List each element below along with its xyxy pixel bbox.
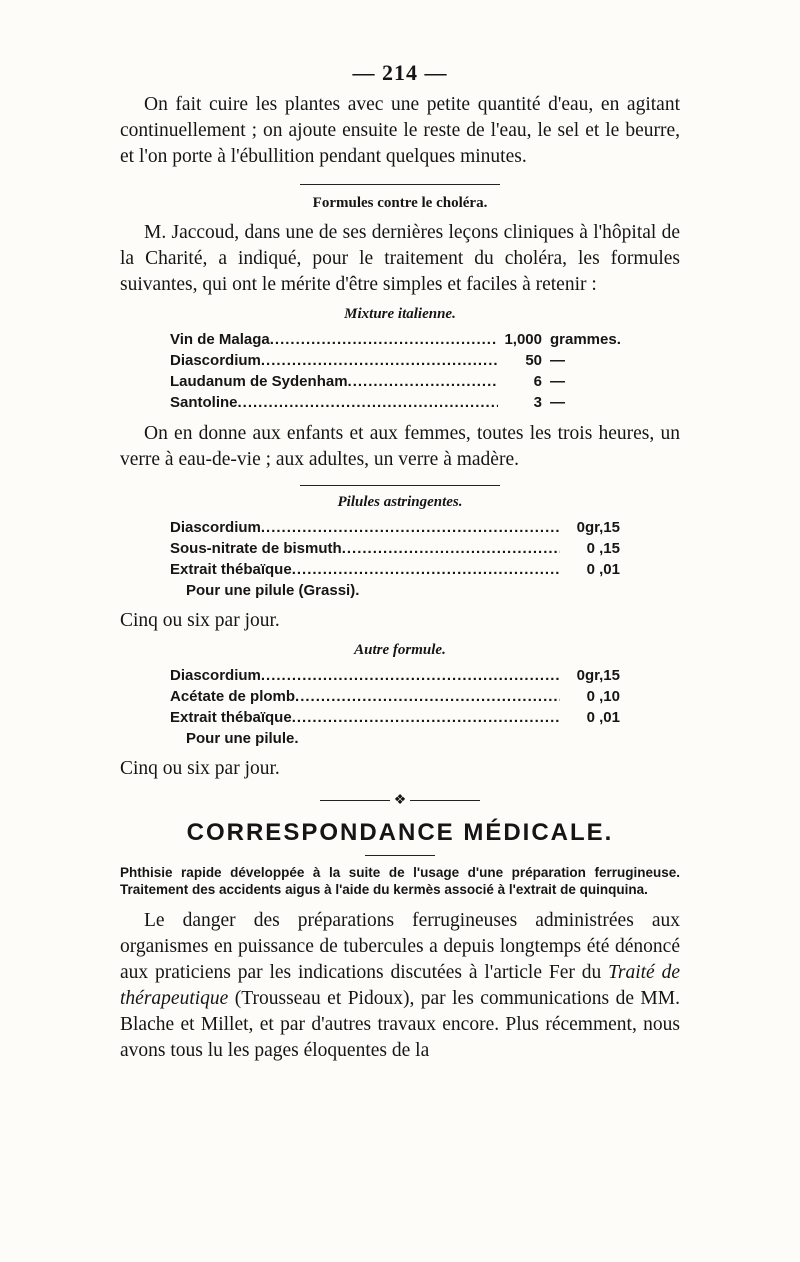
ingredient-qty: 0 ,15	[586, 540, 620, 557]
recipe-row	[170, 686, 620, 707]
ingredient-name: Extrait thébaïque	[170, 709, 292, 726]
mixture-title: Mixture italienne.	[344, 306, 456, 322]
ingredient-qty: 3	[533, 394, 542, 411]
ingredient-unit: grammes.	[550, 331, 621, 348]
ingredient-unit: —	[550, 373, 565, 390]
article-text-continued: (Trousseau et Pidoux), par les communications de MM. Blache et Millet, et par d'autres travaux encore. Plus récemment, nous avons tous lu les pages éloquentes de la	[120, 988, 680, 1061]
pills-note: Pour une pilule (Grassi).	[186, 582, 360, 599]
pills-dosage: Cinq ou six par jour.	[120, 610, 280, 631]
page-number: — 214 —	[352, 60, 448, 85]
article-text: Le danger des préparations ferrugineuses administrées aux organismes en puissance de tubercules a depuis longtemps été dénoncé aux praticiens par les indications discutées à l'article Fer du	[120, 910, 680, 983]
section-title: Formules contre le choléra.	[312, 195, 488, 211]
section-divider	[300, 184, 500, 185]
ingredient-name: Sous-nitrate de bismuth	[170, 540, 342, 557]
ingredient-qty: 0 ,10	[586, 688, 620, 705]
recipe-row	[170, 707, 620, 728]
ingredient-name: Diascordium	[170, 519, 261, 536]
ingredient-name: Santoline	[170, 394, 238, 411]
ingredient-qty: 0 ,01	[586, 561, 620, 578]
other-formula-recipe	[170, 665, 620, 728]
ingredient-qty: 6	[533, 373, 542, 390]
ingredient-name: Acétate de plomb	[170, 688, 296, 705]
ingredient-name: Diascordium	[170, 667, 261, 684]
recipe-row	[170, 392, 620, 413]
recipe-row	[170, 559, 620, 580]
ornament-icon: ❖	[393, 793, 407, 808]
recipe-row	[170, 517, 620, 538]
title-underline	[365, 855, 435, 856]
divider	[300, 485, 500, 486]
article-paragraph	[120, 908, 680, 1064]
ingredient-qty: 1,000	[504, 331, 542, 348]
other-formula-note: Pour une pilule.	[186, 730, 299, 747]
book-page	[120, 60, 680, 1064]
pills-recipe	[170, 517, 620, 580]
ingredient-qty: 50	[525, 352, 542, 369]
ingredient-unit: —	[550, 394, 565, 411]
book-title: Traité de thérapeutique	[120, 962, 680, 1009]
ingredient-name: Diascordium	[170, 352, 261, 369]
ingredient-name: Extrait thébaïque	[170, 561, 292, 578]
ingredient-qty: 0 ,01	[586, 709, 620, 726]
pills-title: Pilules astringentes.	[337, 494, 463, 510]
intro-paragraph: On fait cuire les plantes avec une petite quantité d'eau, en agitant continuellement ; on ajoute ensuite le reste de l'eau, le sel et le beurre, et l'on porte à l'ébullition pendant quelques minutes.	[120, 94, 680, 167]
other-formula-dosage: Cinq ou six par jour.	[120, 758, 280, 779]
article-heading: Phthisie rapide développée à la suite de l'usage d'une préparation ferrugineuse. Traitement des accidents aigus à l'aide du kermès associé à l'extrait de quinquina.	[120, 865, 680, 897]
recipe-row	[170, 665, 620, 686]
correspondence-title: CORRESPONDANCE MÉDICALE.	[186, 819, 614, 846]
recipe-row	[170, 329, 620, 350]
ornament-divider	[120, 792, 680, 809]
ingredient-qty: 0gr,15	[576, 667, 620, 684]
ingredient-name: Vin de Malaga	[170, 331, 270, 348]
other-formula-title: Autre formule.	[354, 642, 446, 658]
ingredient-qty: 0gr,15	[576, 519, 620, 536]
ingredient-name: Laudanum de Sydenham	[170, 373, 348, 390]
mixture-instructions: On en donne aux enfants et aux femmes, toutes les trois heures, un verre à eau-de-vie ; aux adultes, un verre à madère.	[120, 423, 680, 470]
recipe-row	[170, 350, 620, 371]
recipe-row	[170, 538, 620, 559]
ingredient-unit: —	[550, 352, 565, 369]
mixture-recipe	[170, 329, 620, 413]
recipe-row	[170, 371, 620, 392]
section-paragraph: M. Jaccoud, dans une de ses dernières leçons cliniques à l'hôpital de la Charité, a indiqué, pour le traitement du choléra, les formules suivantes, qui ont le mérite d'être simples et faciles à retenir :	[120, 222, 680, 295]
